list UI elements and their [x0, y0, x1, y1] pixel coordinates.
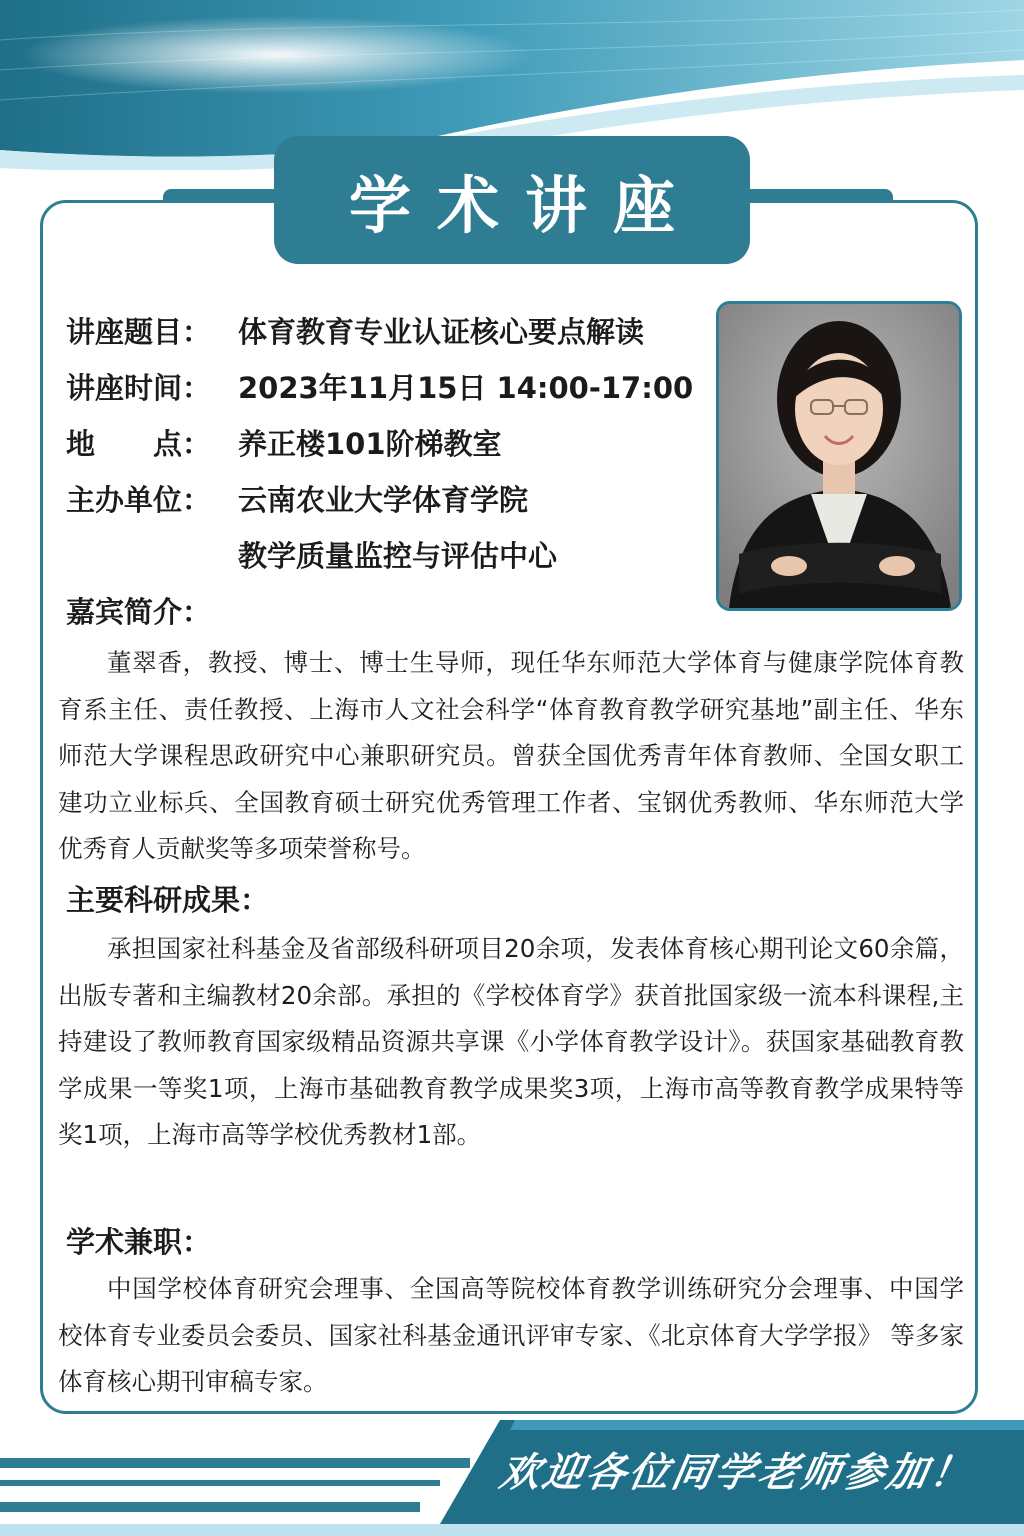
host-row — [66, 478, 528, 519]
place-value: 养正楼101阶梯教室 — [238, 427, 502, 461]
positions-heading: 学术兼职： — [66, 1225, 212, 1259]
positions-text: 中国学校体育研究会理事、全国高等院校体育教学训练研究分会理事、中国学校体育专业委员会委员、国家社科基金通讯评审专家、《北京体育大学学报》 等多家体育核心期刊审稿专家。 — [58, 1274, 964, 1396]
host-label: 主办单位： — [66, 483, 212, 517]
topic-value: 体育教育专业认证核心要点解读 — [238, 315, 645, 349]
research-text: 承担国家社科基金及省部级科研项目20余项，发表体育核心期刊论文60余篇，出版专著和主编教材20余部。承担的《学校体育学》获首批国家级一流本科课程,主持建设了教师教育国家级精品资源共享课《小学体育教学设计》。获国家基础教育教学成果一等奖1项，上海市基础教育教学成果奖3项，上海市高等教育教学成果特等奖1项，上海市高等学校优秀教材1部。 — [58, 934, 964, 1149]
topic-row — [66, 310, 644, 351]
speaker-photo — [716, 301, 962, 611]
guest-heading: 嘉宾简介： — [66, 595, 212, 629]
research-heading: 主要科研成果： — [66, 883, 270, 917]
speaker-portrait-icon — [719, 304, 959, 608]
host-value-2: 教学质量监控与评估中心 — [238, 539, 558, 573]
topic-label: 讲座题目： — [66, 315, 212, 349]
title-banner — [274, 136, 750, 264]
time-row — [66, 366, 693, 407]
page-title: 学术讲座 — [348, 168, 701, 242]
time-value: 2023年11月15日 14:00-17:00 — [238, 371, 694, 405]
welcome-message: 欢迎各位同学老师参加！ — [495, 1450, 978, 1496]
place-row — [66, 422, 502, 463]
place-label: 地 点： — [66, 427, 212, 461]
host-row-2 — [66, 534, 557, 575]
guest-text: 董翠香，教授、博士、博士生导师，现任华东师范大学体育与健康学院体育教育系主任、责任教授、上海市人文社会科学“体育教育教学研究基地”副主任、华东师范大学课程思政研究中心兼职研究员。曾获全国优秀青年体育教师、全国女职工建功立业标兵、全国教育硕士研究优秀管理工作者、宝钢优秀教师、华东师范大学优秀育人贡献奖等多项荣誉称号。 — [58, 648, 964, 863]
host-value-1: 云南农业大学体育学院 — [238, 483, 529, 517]
time-label: 讲座时间： — [66, 371, 212, 405]
